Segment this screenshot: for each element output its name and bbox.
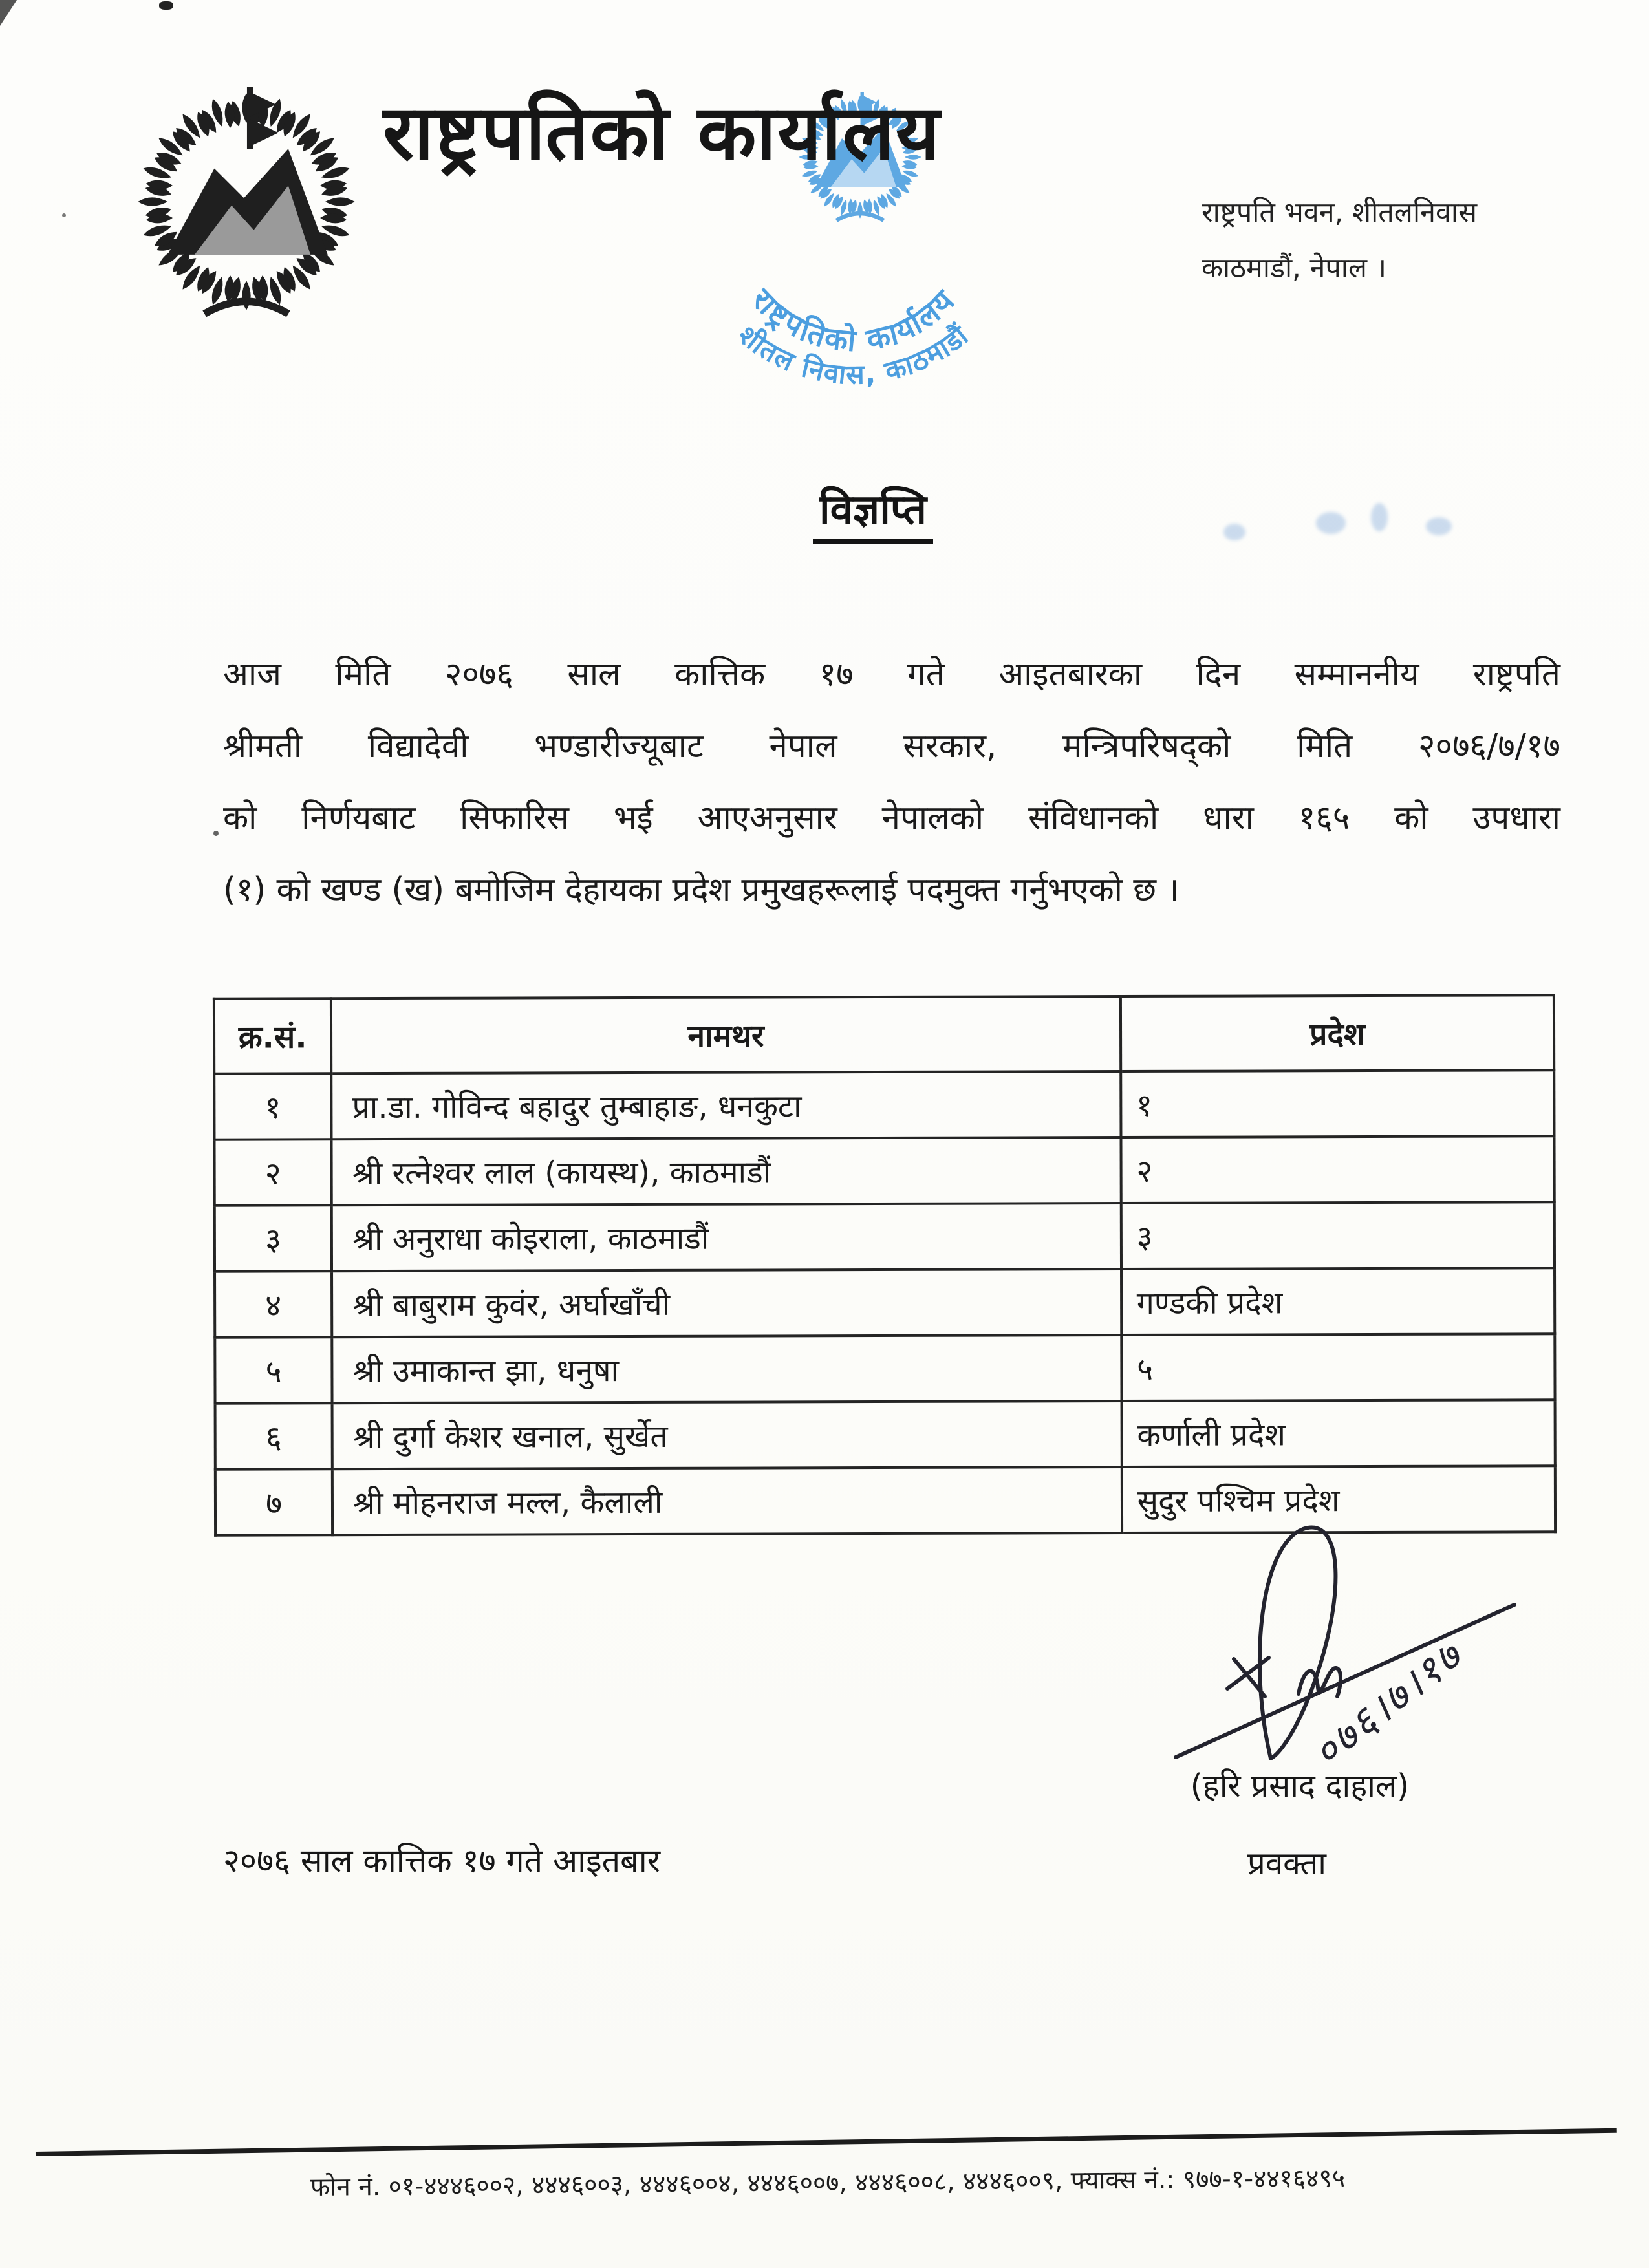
table-row	[215, 1400, 1555, 1469]
cell-province: कर्णाली प्रदेश	[1121, 1400, 1555, 1467]
signature-scribble	[1132, 1500, 1578, 1784]
cell-province: सुदुर पश्चिम प्रदेश	[1121, 1466, 1555, 1533]
scan-smudge	[1223, 524, 1245, 540]
stamp-arc-outer-text: शीतल निवास, काठमाडौं	[732, 319, 975, 390]
issue-date: २०७६ साल कात्तिक १७ गते आइतबार	[223, 1842, 661, 1879]
address-line-2: काठमाडौं, नेपाल ।	[1202, 252, 1387, 284]
office-title: राष्ट्रपतिको कार्यालय	[383, 88, 942, 177]
cell-sn: ४	[215, 1271, 332, 1337]
signatory-name: (हरि प्रसाद दाहाल)	[1190, 1768, 1410, 1804]
header-serial-number: क्र.सं.	[214, 998, 332, 1073]
scan-artifact	[0, 0, 17, 26]
header-province: प्रदेश	[1121, 995, 1555, 1071]
body-line: (१) को खण्ड (ख) बमोजिम देहायका प्रदेश प्रमुखहरूलाई पदमुक्त गर्नुभएको छ ।	[223, 871, 1180, 909]
cell-sn: ६	[215, 1403, 332, 1469]
handwritten-date: ०७६।७।१७	[1304, 1631, 1472, 1777]
table-row	[215, 1334, 1555, 1403]
coat-of-arms-logo	[120, 72, 373, 331]
scan-smudge	[1371, 503, 1388, 531]
signatory-designation: प्रवक्ता	[1247, 1845, 1326, 1882]
table-row	[214, 1136, 1554, 1205]
cell-name: प्रा.डा. गोविन्द बहादुर तुम्बाहाङ, धनकुटा	[331, 1071, 1121, 1139]
scan-smudge	[1316, 512, 1346, 534]
address-line-1: राष्ट्रपति भवन, शीतलनिवास	[1202, 197, 1478, 229]
scan-artifact	[62, 213, 66, 217]
body-line: श्रीमती विद्यादेवी भण्डारीज्यूबाट नेपाल सरकार, मन्त्रिपरिषद्को मिति २०७६/७/१७	[223, 727, 1560, 765]
table-row	[215, 1268, 1555, 1337]
cell-sn: १	[214, 1073, 331, 1139]
cell-sn: २	[214, 1139, 331, 1205]
cell-name: श्री रत्नेश्वर लाल (कायस्थ), काठमाडौं	[332, 1137, 1121, 1205]
cell-sn: ७	[215, 1469, 332, 1535]
cell-name: श्री दुर्गा केशर खनाल, सुर्खेत	[332, 1401, 1122, 1469]
body-line: को निर्णयबाट सिफारिस भई आएअनुसार नेपालको संविधानको धारा १६५ को उपधारा	[223, 799, 1560, 837]
cell-sn: ५	[215, 1337, 332, 1403]
stamp-arc-inner-text: राष्ट्रपतिको कार्यालय	[744, 282, 963, 359]
notice-title	[744, 480, 1002, 536]
body-line: आज मिति २०७६ साल कात्तिक १७ गते आइतबारका दिन सम्माननीय राष्ट्रपति	[223, 656, 1560, 694]
cell-name: श्री अनुराधा कोइराला, काठमाडौं	[332, 1203, 1121, 1271]
scan-artifact	[213, 831, 219, 836]
scan-smudge	[1426, 517, 1452, 535]
header-name: नामथर	[331, 996, 1121, 1073]
cell-province: १	[1121, 1070, 1555, 1137]
address-block	[1202, 185, 1564, 296]
scan-artifact	[159, 1, 173, 10]
footer-divider	[36, 2128, 1617, 2156]
province-chiefs-table	[213, 994, 1557, 1536]
footer-contact-line: फोन नं. ०१-४४४६००२, ४४४६००३, ४४४६००४, ४४४६००७, ४४४६००८, ४४४६००९, फ्याक्स नं.: ९७७-१-४४१६४९५	[310, 2164, 1346, 2202]
table-row	[215, 1202, 1555, 1271]
cell-name: श्री बाबुराम कुवंर, अर्घाखाँची	[332, 1269, 1121, 1337]
cell-name: श्री उमाकान्त झा, धनुषा	[332, 1335, 1121, 1403]
cell-province: गण्डकी प्रदेश	[1121, 1268, 1555, 1335]
body-paragraph	[223, 639, 1560, 926]
cell-province: २	[1121, 1136, 1555, 1203]
notice-title-text: विज्ञप्ति	[813, 486, 933, 544]
cell-sn: ३	[215, 1205, 332, 1271]
cell-province: ५	[1121, 1334, 1555, 1401]
table-header-row	[214, 995, 1554, 1073]
cell-province: ३	[1121, 1202, 1555, 1269]
table-row	[214, 1070, 1554, 1139]
cell-name: श्री मोहनराज मल्ल, कैलाली	[332, 1467, 1122, 1535]
